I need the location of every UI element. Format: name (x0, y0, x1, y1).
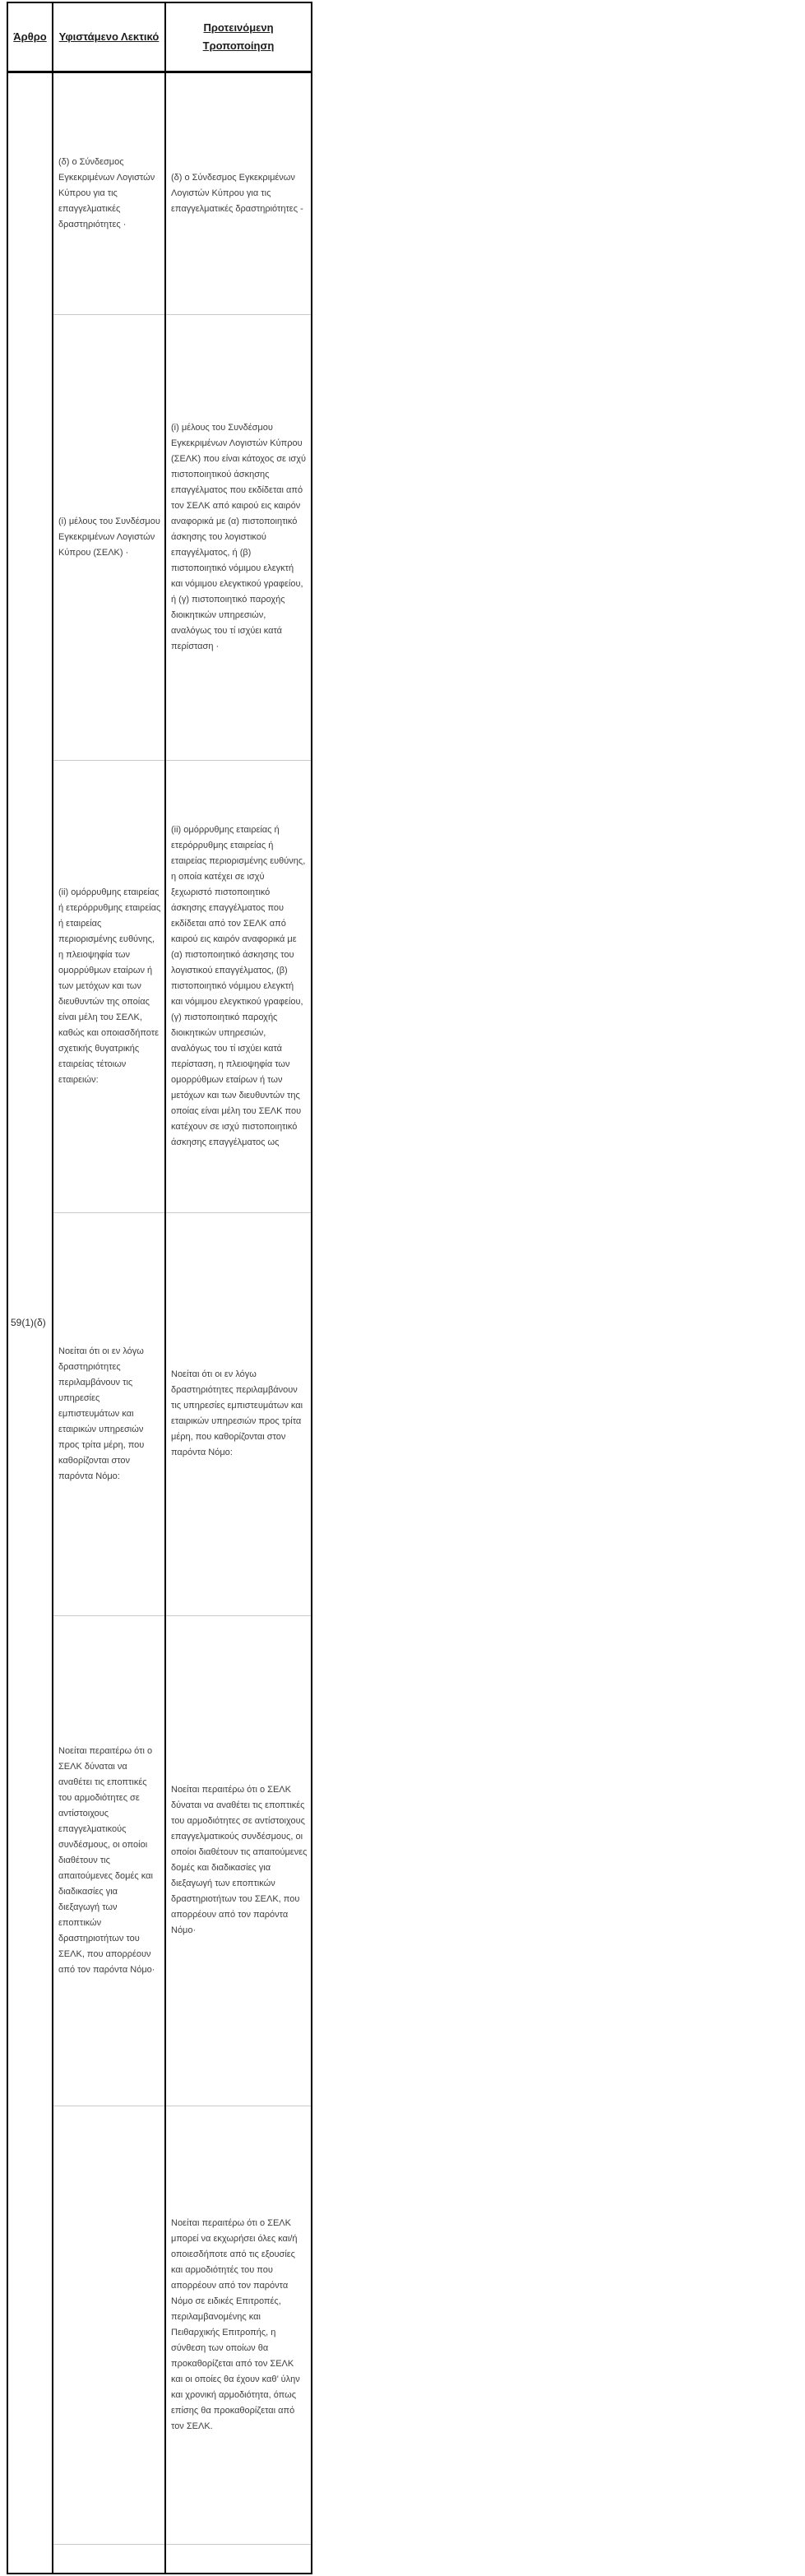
cell-existing-proviso1: Νοείται ότι οι εν λόγω δραστηριότητες περιλαμβάνουν τις υπηρεσίες εμπιστευμάτων και εταιρικών υπηρεσιών προς τρίτα μέρη, που καθορίζονται στον παρόντα Νόμο: (53, 1212, 165, 1615)
cell-proposed-proviso2: Νοείται περαιτέρω ότι ο ΣΕΛΚ δύναται να αναθέτει τις εποπτικές του αρμοδιότητες σε αντίστοιχους επαγγελματικούς συνδέσμους, οι οποίοι διαθέτουν τις απαιτούμενες δομές και διαδικασίες για διεξαγωγή των εποπτικών δραστηριοτήτων του ΣΕΛΚ, που απορρέουν από τον παρόντα Νόμο· (165, 1615, 312, 2106)
header-existing-wording (53, 2, 165, 72)
cell-existing-proviso2: Νοείται περαιτέρω ότι ο ΣΕΛΚ δύναται να αναθέτει τις εποπτικές του αρμοδιότητες σε αντίστοιχους επαγγελματικούς συνδέσμους, οι οποίοι διαθέτουν τις απαιτούμενες δομές και διαδικασίες για διεξαγωγή των εποπτικών δραστηριοτήτων του ΣΕΛΚ, που απορρέουν από τον παρόντα Νόμο· (53, 1615, 165, 2106)
cell-proposed-i: (i) μέλους του Συνδέσμου Εγκεκριμένων Λογιστών Κύπρου (ΣΕΛΚ) που είναι κάτοχος σε ισχύ πιστοποιητικού άσκησης επαγγέλματος που εκδίδεται από τον ΣΕΛΚ από καιρού εις καιρόν αναφορικά με (α) πιστοποιητικό άσκησης του λογιστικού επαγγέλματος, ή (β) πιστοποιητικό νόμιμου ελεγκτή και νόμιμου ελεγκτικού γραφείου, ή (γ) πιστοποιητικό παροχής διοικητικών υπηρεσιών, αναλόγως του τί ισχύει κατά περίσταση · (165, 314, 312, 760)
cell-proposed-proviso1: Νοείται ότι οι εν λόγω δραστηριότητες περιλαμβάνουν τις υπηρεσίες εμπιστευμάτων και εταιρικών υπηρεσιών προς τρίτα μέρη, που καθορίζονται στον παρόντα Νόμο: (165, 1212, 312, 1615)
cell-existing-empty (53, 2544, 165, 2574)
table-row (7, 1615, 312, 2106)
header-article-label: Άρθρο (13, 30, 47, 43)
amendment-comparison-table (7, 2, 312, 2574)
cell-proposed-d: (δ) ο Σύνδεσμος Εγκεκριμένων Λογιστών Κύπρου για τις επαγγελματικές δραστηριότητες - (165, 72, 312, 314)
header-row (7, 2, 312, 72)
header-existing-label: Υφιστάμενο Λεκτικό (58, 30, 160, 43)
table-row-empty (7, 2544, 312, 2574)
article-column-cell (7, 72, 53, 2574)
table-row (7, 314, 312, 760)
table-row (7, 760, 312, 1212)
cell-proposed-empty (165, 2544, 312, 2574)
table-row (7, 72, 312, 314)
cell-proposed-proviso3: Νοείται περαιτέρω ότι ο ΣΕΛΚ μπορεί να εκχωρήσει όλες και/ή οποιεσδήποτε από τις εξουσίες και αρμοδιότητές του που απορρέουν από τον παρόντα Νόμο σε ειδικές Επιτροπές, περιλαμβανομένης και Πειθαρχικής Επιτροπής, η σύνθεση των οποίων θα προκαθορίζεται από τον ΣΕΛΚ και οι οποίες θα έχουν καθ’ ύλην και χρονική αρμοδιότητα, όπως επίσης θα προκαθορίζεται από τον ΣΕΛΚ. (165, 2106, 312, 2544)
cell-proposed-ii: (ii) ομόρρυθμης εταιρείας ή ετερόρρυθμης εταιρείας ή εταιρείας περιορισμένης ευθύνης, η οποία κατέχει σε ισχύ ξεχωριστό πιστοποιητικό άσκησης επαγγέλματος που εκδίδεται από τον ΣΕΛΚ από καιρού εις καιρόν αναφορικά με (α) πιστοποιητικό άσκησης του λογιστικού επαγγέλματος, (β) πιστοποιητικό νόμιμου ελεγκτή και νόμιμου ελεγκτικού γραφείου, (γ) πιστοποιητικό παροχής διοικητικών υπηρεσιών, αναλόγως του τί ισχύει κατά περίσταση, η πλειοψηφία των ομορρύθμων εταίρων ή των μετόχων και των διευθυντών της οποίας είναι μέλη του ΣΕΛΚ που κατέχουν σε ισχύ πιστοποιητικό άσκησης επαγγέλματος ως (165, 760, 312, 1212)
cell-existing-proviso3 (53, 2106, 165, 2544)
cell-existing-i: (i) μέλους του Συνδέσμου Εγκεκριμένων Λογιστών Κύπρου (ΣΕΛΚ) · (53, 314, 165, 760)
cell-existing-ii: (ii) ομόρρυθμης εταιρείας ή ετερόρρυθμης εταιρείας ή εταιρείας περιορισμένης ευθύνης, η πλειοψηφία των ομορρύθμων εταίρων ή των μετόχων και των διευθυντών της οποίας είναι μέλη του ΣΕΛΚ, καθώς και οποιασδήποτε σχετικής θυγατρικής εταιρείας τέτοιων εταιρειών: (53, 760, 165, 1212)
table-row (7, 1212, 312, 1615)
table-row (7, 2106, 312, 2544)
header-proposed-amendment (165, 2, 312, 72)
header-article (7, 2, 53, 72)
article-number: 59(1)(δ) (11, 1316, 46, 1328)
cell-existing-d: (δ) ο Σύνδεσμος Εγκεκριμένων Λογιστών Κύπρου για τις επαγγελματικές δραστηριότητες · (53, 72, 165, 314)
header-proposed-label: Προτεινόμενη Τροποποίηση (202, 21, 275, 52)
